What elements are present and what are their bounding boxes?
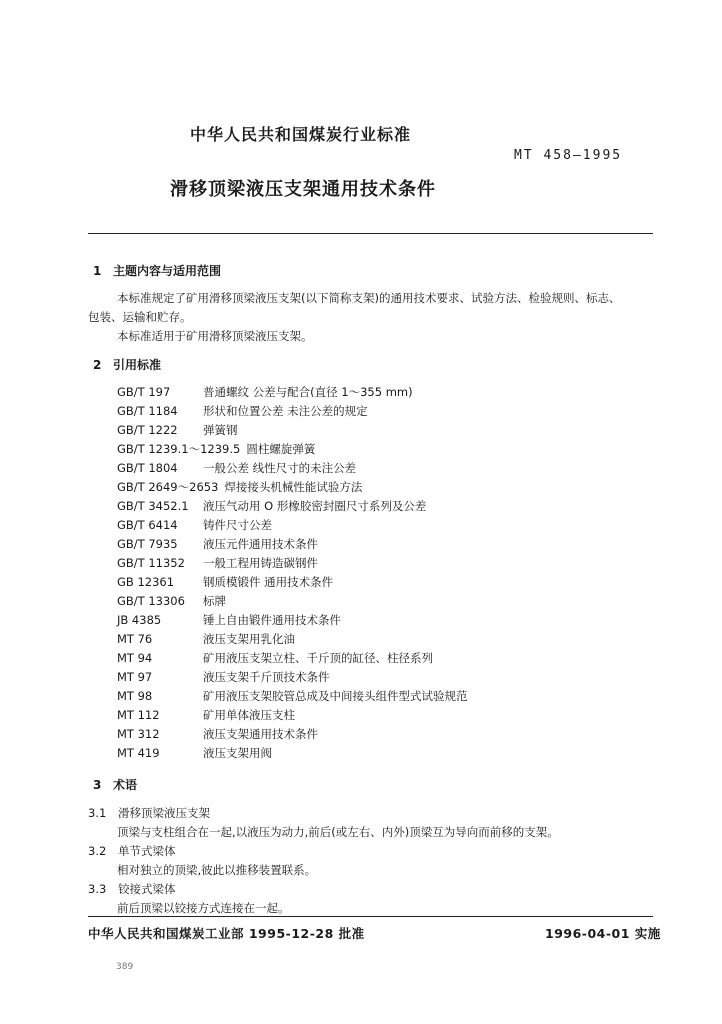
document-title: 滑移顶梁液压支架通用技术条件: [170, 179, 436, 200]
section-3-heading: [93, 776, 137, 793]
reference-item: [117, 498, 426, 514]
reference-code: GB 12361: [117, 575, 175, 589]
reference-name: 矿用单体液压支柱: [203, 708, 295, 722]
reference-item: [117, 688, 468, 704]
reference-code: GB/T 1804: [117, 461, 178, 475]
reference-name: 钢质模锻件 通用技术条件: [203, 575, 334, 589]
paragraph: 本标准规定了矿用滑移顶梁液压支架(以下简称支架)的通用技术要求、试验方法、检验规则、标志、: [117, 291, 621, 305]
reference-item: [117, 669, 330, 685]
reference-code: GB/T 11352: [117, 556, 185, 570]
reference-item: [117, 517, 272, 533]
paragraph: 本标准适用于矿用滑移顶梁液压支架。: [117, 329, 313, 343]
reference-item: [117, 422, 238, 438]
reference-name: 液压支架千斤顶技术条件: [203, 670, 330, 684]
reference-name: 焊接接头机械性能试验方法: [224, 480, 363, 494]
reference-code: GB/T 1222: [117, 423, 178, 437]
section-title: 引用标准: [113, 358, 162, 372]
term-number: 3.3: [88, 882, 107, 896]
reference-name: 形状和位置公差 未注公差的规定: [203, 404, 368, 418]
section-2-heading: [93, 356, 161, 373]
section-number: 1: [93, 264, 102, 278]
reference-item: [117, 384, 413, 400]
reference-name: 弹簧钢: [203, 423, 238, 437]
reference-name: 液压支架用阀: [203, 746, 272, 760]
section-number: 3: [93, 778, 102, 792]
reference-code: GB/T 1184: [117, 404, 178, 418]
reference-name: 液压元件通用技术条件: [203, 537, 318, 551]
reference-item: [117, 460, 356, 476]
term-heading: [88, 881, 176, 897]
term-heading: [88, 843, 176, 859]
section-number: 2: [93, 358, 102, 372]
term-name: 单节式梁体: [118, 844, 176, 858]
reference-item: [117, 745, 272, 761]
reference-code: GB/T 197: [117, 385, 171, 399]
section-title: 主题内容与适用范围: [113, 264, 222, 278]
reference-item: [117, 574, 333, 590]
term-name: 滑移顶梁液压支架: [118, 806, 210, 820]
reference-name: 液压支架通用技术条件: [203, 727, 318, 741]
implementation-date: 1996-04-01 实施: [545, 926, 661, 941]
reference-name: 铸件尺寸公差: [203, 518, 272, 532]
reference-name: 液压支架用乳化油: [203, 632, 295, 646]
reference-code: GB/T 1239.1～1239.5: [117, 442, 241, 456]
reference-code: MT 312: [117, 727, 160, 741]
reference-code: MT 94: [117, 651, 153, 665]
reference-code: MT 112: [117, 708, 160, 722]
section-1-heading: [93, 262, 221, 279]
reference-code: GB/T 2649～2653: [117, 480, 219, 494]
page-number: 389: [116, 962, 134, 972]
header-divider: [88, 233, 653, 234]
reference-item: [117, 593, 226, 609]
reference-item: [117, 612, 341, 628]
term-definition: 前后顶梁以铰接方式连接在一起。: [117, 901, 290, 915]
reference-code: MT 98: [117, 689, 153, 703]
footer-divider: [88, 916, 653, 917]
reference-item: [117, 650, 433, 666]
standard-code: MT 458—1995: [514, 148, 623, 163]
reference-item: [117, 479, 362, 495]
reference-name: 液压气动用 O 形橡胶密封圈尺寸系列及公差: [203, 499, 427, 513]
reference-item: [117, 726, 318, 742]
term-definition: 相对独立的顶梁,彼此以推移装置联系。: [117, 863, 317, 877]
reference-code: GB/T 3452.1: [117, 499, 189, 513]
reference-name: 普通螺纹 公差与配合(直径 1～355 mm): [203, 385, 413, 399]
reference-item: [117, 631, 295, 647]
approval-line: 中华人民共和国煤炭工业部 1995-12-28 批准: [88, 926, 365, 941]
term-number: 3.2: [88, 844, 107, 858]
reference-code: MT 419: [117, 746, 160, 760]
reference-code: GB/T 6414: [117, 518, 178, 532]
reference-name: 标牌: [203, 594, 226, 608]
paragraph: 包装、运输和贮存。: [88, 310, 192, 324]
reference-item: [117, 536, 318, 552]
reference-code: JB 4385: [117, 613, 162, 627]
industry-standard-heading: 中华人民共和国煤炭行业标准: [190, 125, 412, 144]
section-title: 术语: [113, 778, 138, 792]
reference-item: [117, 441, 315, 457]
reference-item: [117, 707, 295, 723]
reference-item: [117, 555, 318, 571]
reference-name: 锤上自由锻件通用技术条件: [203, 613, 341, 627]
term-heading: [88, 805, 210, 821]
term-definition: 顶梁与支柱组合在一起,以液压为动力,前后(或左右、内外)顶梁互为导向而前移的支架。: [117, 825, 559, 839]
term-name: 铰接式梁体: [118, 882, 176, 896]
reference-code: MT 97: [117, 670, 153, 684]
reference-code: GB/T 7935: [117, 537, 178, 551]
term-number: 3.1: [88, 806, 107, 820]
reference-name: 矿用液压支架立柱、千斤顶的缸径、柱径系列: [203, 651, 433, 665]
reference-name: 一般公差 线性尺寸的未注公差: [203, 461, 357, 475]
reference-code: MT 76: [117, 632, 153, 646]
reference-code: GB/T 13306: [117, 594, 185, 608]
reference-name: 矿用液压支架胶管总成及中间接头组件型式试验规范: [203, 689, 468, 703]
reference-name: 一般工程用铸造碳钢件: [203, 556, 318, 570]
reference-item: [117, 403, 368, 419]
reference-name: 圆柱螺旋弹簧: [246, 442, 316, 456]
